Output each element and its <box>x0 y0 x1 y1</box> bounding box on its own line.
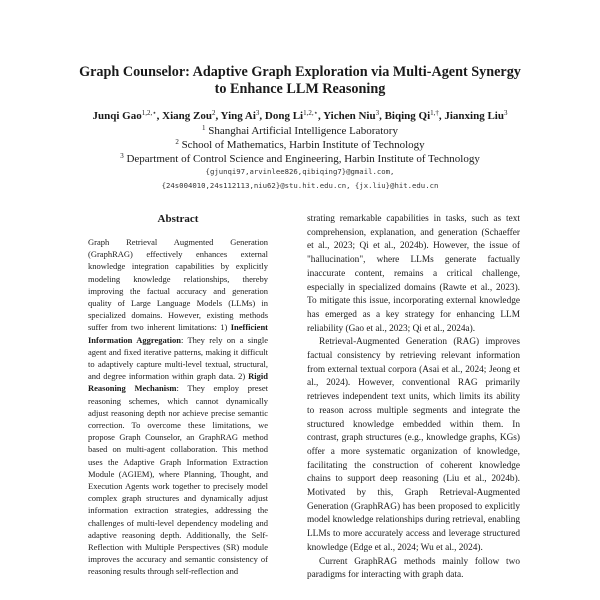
abstract-text: Graph Retrieval Augmented Generation (GraphRAG) effectively enhances external knowledge integration capabilities by explicitly modeling knowledge relationships, thereby improving the factual accuracy and generation quality of Large Language Models (LLMs) in specialized domains. However, existing methods suffer from two inherent limitations: 1) Inefficient Information Aggregation: They rely on a single agent and fixed iterative patterns, making it difficult to adaptively capture multi-level textual, structural, and degree information within graph data. 2) Rigid Reasoning Mechanism: They employ preset reasoning schemes, which cannot dynamically adjust reasoning depth nor achieve precise semantic correction. To overcome these limitations, we propose Graph Counselor, an GraphRAG method based on multi-agent collaboration. This method uses the Adaptive Graph Information Extraction Module (AGIEM), where Planning, Thought, and Execution Agents work together to precisely model complex graph structures and dynamically adjust information extraction strategies, addressing the challenges of multi-level dependency modeling and adaptive reasoning depth. Additionally, the Self-Reflection with Multiple Perspectives (SR) module improves the accuracy and semantic consistency of reasoning results through self-reflection and <box>88 237 268 577</box>
email-line-2: {24s004010,24s112113,niu62}@stu.hit.edu.cn, {jx.liu}@hit.edu.cn <box>161 181 439 190</box>
paper-title-line-1: Graph Counselor: Adaptive Graph Exploration via Multi-Agent Synergy <box>79 64 521 80</box>
author: Yichen Niu$^3$ <box>323 109 380 122</box>
paper-title-line-2: to Enhance LLM Reasoning <box>214 81 386 97</box>
intro-paragraph-2: Retrieval-Augmented Generation (RAG) improves factual consistency by retrieving relevant information from external textual corpora (Asai et al., 2024; Jeong et al., 2024). However, conventional RAG primarily retrieves independent text units, which limits its ability to reason across multiple segments and integrate the structured knowledge embedded within them. In contrast, graph structures (e.g., knowledge graphs, KGs) offer a more systematic organization of knowledge, facilitating the construction of coherent knowledge chains to support deep reasoning (Liu et al., 2024b). Motivated by this, Graph Retrieval-Augmented Generation (GraphRAG) has been proposed to explicitly model knowledge relationships during retrieval, enabling LLMs to more accurately access and leverage structured knowledge (Edge et al., 2024; Wu et al., 2024). <box>307 337 520 553</box>
author: Junqi Gao$^{1,2,⋆}$ <box>92 109 157 122</box>
author: Xiang Zou$^2$ <box>162 109 216 122</box>
author: Jianxing Liu$^3$ <box>444 109 508 122</box>
author: Ying Ai$^3$ <box>220 109 260 122</box>
author-list: Junqi Gao$^{1,2,⋆}$, Xiang Zou$^2$, Ying Ai$^3$, Dong $Li^{1,2,⋆}$, Yichen Niu$^3$, Biqing $Qi^{1,\dagger}$, Jianxing Liu$^3$ <box>92 109 508 122</box>
author: Dong $Li^{1,2,⋆}$ <box>264 109 319 122</box>
affiliation-3: $^3$ Department of Control Science and Engineering, Harbin Institute of Technology <box>120 152 480 165</box>
intro-paragraph-3: Current GraphRAG methods mainly follow two paradigms for interacting with graph data. <box>307 556 520 581</box>
abstract-column <box>88 236 268 600</box>
introduction-column <box>307 213 520 600</box>
abstract-heading: Abstract <box>157 213 199 225</box>
affiliation-1: $^1$ Shanghai Artificial Intelligence Laboratory <box>202 124 398 137</box>
intro-paragraph-1: strating remarkable capabilities in tasks, such as text comprehension, explanation, and generation (Schaeffer et al., 2023; Qi et al., 2024b). However, the issue of "hallucination", where LLMs generate factually inaccurate content, remains a critical challenge, especially in specialized domains (Rawte et al., 2023). To mitigate this issue, incorporating external knowledge has emerged as a key strategy for enhancing LLM reliability (Gao et al., 2023; Qi et al., 2024a). <box>307 214 520 334</box>
email-line-1: {gjunqi97,arvinlee826,qibiqing7}@gmail.com, <box>205 167 395 176</box>
affiliation-2: $^2$ School of Mathematics, Harbin Institute of Technology <box>175 138 425 151</box>
author: Biqing $Qi^{1,\dagger}$ <box>384 109 439 122</box>
